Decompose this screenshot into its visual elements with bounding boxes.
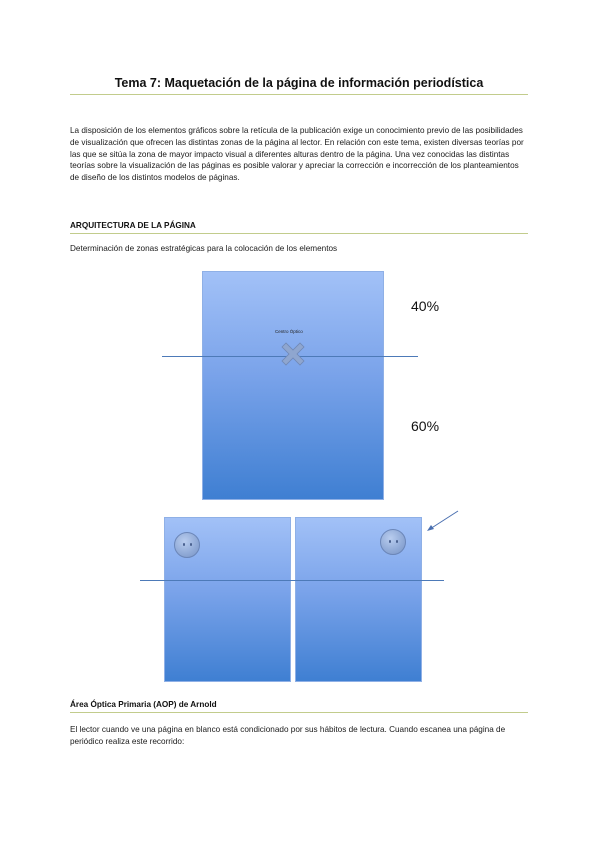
arrow-icon <box>424 508 462 534</box>
face-icon <box>380 529 406 555</box>
page-rectangle <box>202 271 384 500</box>
title-divider <box>70 94 528 95</box>
optical-center-x-icon <box>278 339 308 369</box>
face-icon <box>174 532 200 558</box>
top-percentage: 40% <box>411 298 440 314</box>
page-title: Tema 7: Maquetación de la página de información periodística <box>114 76 484 90</box>
spread-divider-line <box>140 580 444 581</box>
section-subtitle: Determinación de zonas estratégicas para la colocación de los elementos <box>70 244 338 253</box>
intro-paragraph: La disposición de los elementos gráficos sobre la retícula de la publicación exige un conocimiento previo de las posibilidades de visualización que ofrecen las distintas zonas de la página al lector. En relación con este tema, existen diversas teorías por las que se sitúa la zona de mayor impacto visual a diferentes alturas dentro de la página. Una vez conocidas las distintas teorías sobre la visualización de las páginas es posible valorar y apreciar la corrección e incorrección de los planteamientos de diseño de los distintos modelos de páginas. <box>70 126 524 183</box>
bottom-percentage: 60% <box>411 418 440 434</box>
optical-center-label: Centro Óptico <box>275 329 303 334</box>
section-divider <box>70 233 528 234</box>
section-divider <box>70 712 528 713</box>
aop-paragraph: El lector cuando ve una página en blanco está condicionado por sus hábitos de lectura. Cuando escanea una página de periódico realiza este recorrido: <box>70 725 506 746</box>
section-heading-aop: Área Óptica Primaria (AOP) de Arnold <box>70 700 217 709</box>
section-heading-architecture: ARQUITECTURA DE LA PÁGINA <box>70 221 196 230</box>
